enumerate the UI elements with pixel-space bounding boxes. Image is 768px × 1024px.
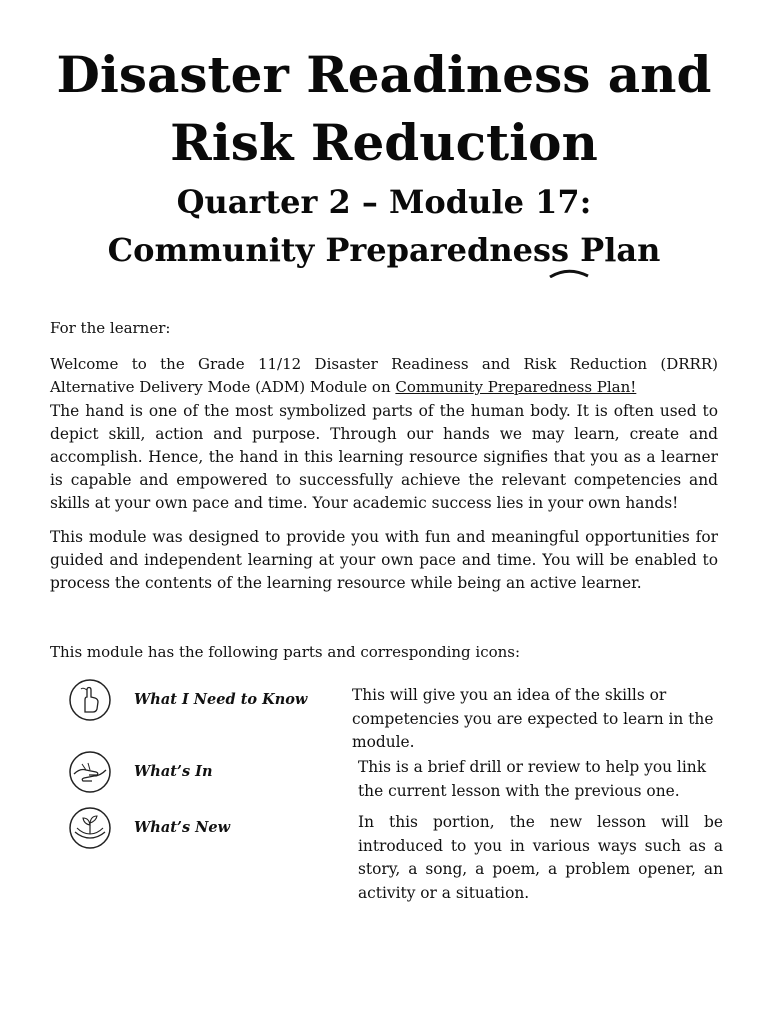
module-title-line1: Disaster Readiness and (56, 45, 712, 104)
hands-with-sprout-icon (68, 806, 112, 850)
module-subtitle-line1: Quarter 2 – Module 17: (176, 183, 592, 221)
handshake-icon (68, 750, 112, 794)
decorative-swoosh (548, 268, 590, 278)
welcome-topic-link: Community Preparedness Plan! (395, 378, 637, 396)
learner-greeting: For the learner: (50, 319, 171, 337)
part-description-whats-in: This is a brief drill or review to help you link the current lesson with the previous one. (358, 758, 707, 800)
module-subtitle-line2: Community Preparedness Plan (107, 231, 661, 269)
welcome-text: Welcome to the Grade 11/12 Disaster Readiness and Risk Reduction (DRRR) Alternative Delivery Mode (ADM) Module on (50, 355, 718, 396)
module-design-paragraph: This module was designed to provide you with fun and meaningful opportunities for guided and independent learning at your own pace and time. You will be enabled to process the contents of the learning resource while being an active learner. (50, 528, 718, 592)
pointing-hand-icon (68, 678, 112, 722)
part-label-whats-new: What’s New (134, 819, 231, 836)
part-description-what-i-need-to-know: This will give you an idea of the skills or competencies you are expected to learn in the module. (352, 686, 714, 751)
welcome-paragraph (50, 353, 718, 399)
hand-symbol-paragraph: The hand is one of the most symbolized parts of the human body. It is often used to depict skill, action and purpose. Through our hands we may learn, create and accomplish. Hence, the hand in this learning resource signifies that you as a learner is capable and empowered to successfully achieve the relevant competencies and skills at your own pace and time. Your academic success lies in your own hands! (50, 402, 718, 512)
part-description-whats-new: In this portion, the new lesson will be introduced to you in various ways such as a story, a song, a poem, a problem opener, an activity or a situation. (358, 813, 723, 902)
module-title-line2: Risk Reduction (170, 113, 598, 172)
part-label-what-i-need-to-know: What I Need to Know (134, 691, 308, 708)
part-label-whats-in: What’s In (134, 763, 213, 780)
parts-intro: This module has the following parts and corresponding icons: (50, 643, 521, 661)
